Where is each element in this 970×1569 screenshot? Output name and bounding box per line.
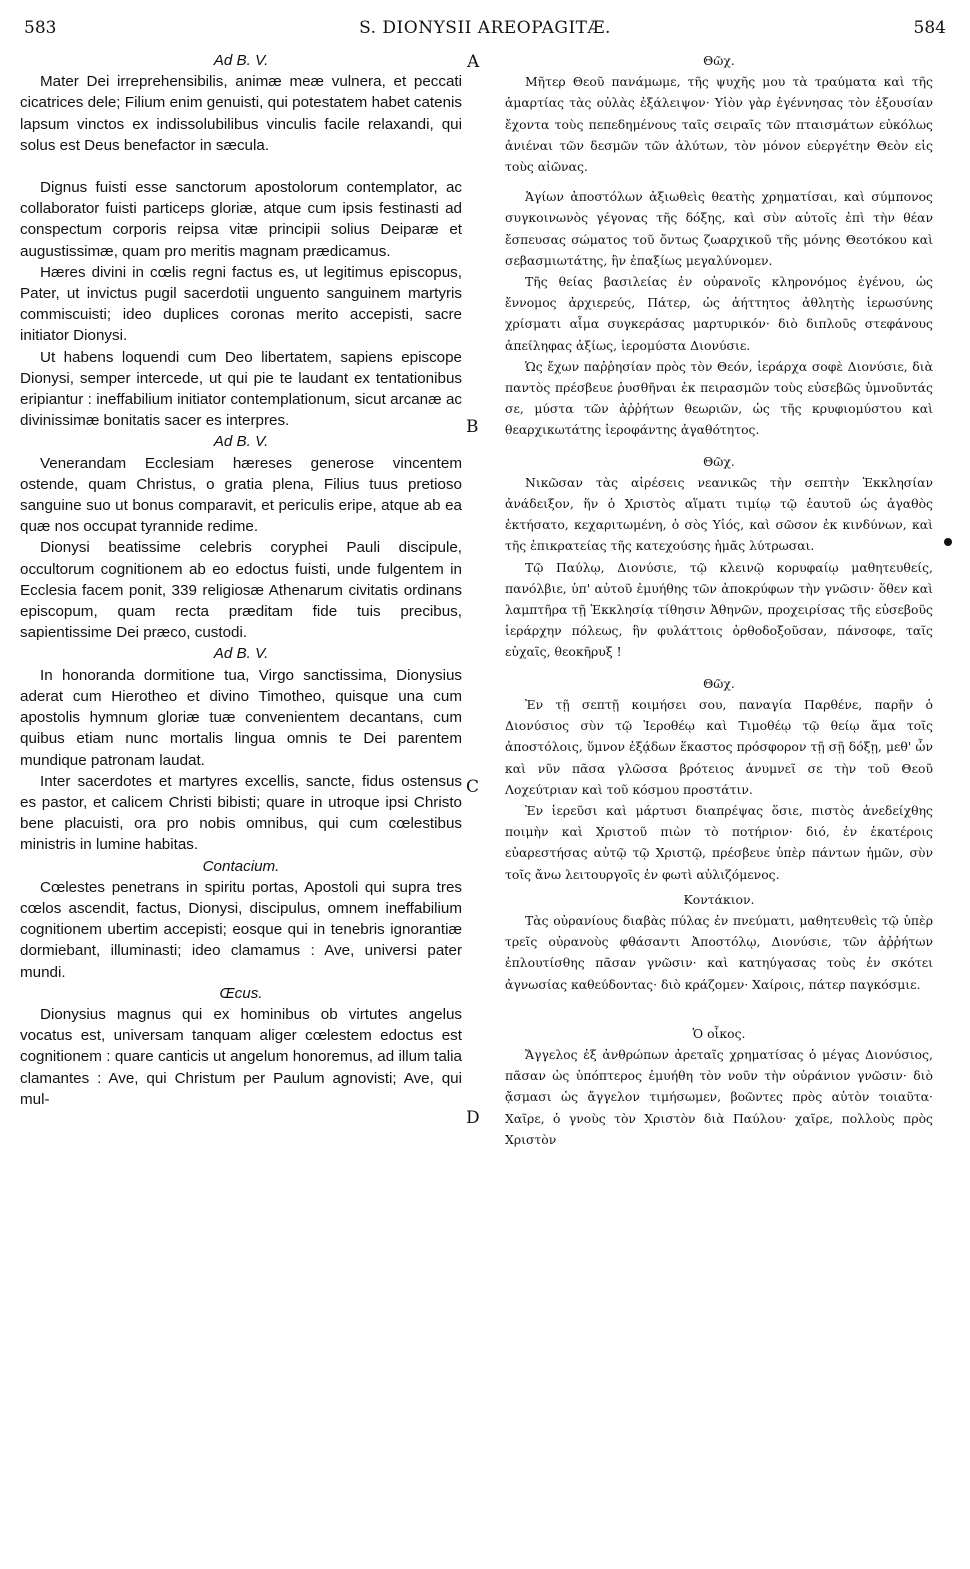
page-header	[24, 18, 946, 48]
latin-paragraph: Dignus fuisti esse sanctorum apostolorum contemplator, ac collaborator fuisti particeps gloriæ, atque cum ipsis festinasti ad conspectum corporis reipsa vitæ principii solius Deiparæ et augustissimæ, quam pro meritis magnam prædicamus.	[20, 179, 462, 260]
latin-paragraph: Inter sacerdotes et martyres excellis, sancte, fidus ostensus es pastor, et calicem Christi bibisti; quare in utroque ipsi Christo bene placuisti, ora pro nobis omnibus, qui cum cœlestibus ministris in lumine habitas.	[20, 772, 462, 854]
greek-section-heading: Κοντάκιον.	[683, 891, 755, 907]
latin-paragraph: Hæres divini in cœlis regni factus es, ut legitimus episcopus, Pater, ut invictus pugil sacerdotii unguento sanguinem martyris commiscuisti; ideo duplices coronas merito accepisti, sacre initiator Dionysi.	[20, 263, 462, 345]
greek-section-heading: Ὁ οἶκος.	[692, 1025, 746, 1041]
greek-paragraph: Μῆτερ Θεοῦ πανάμωμε, τῆς ψυχῆς μου τὰ τραύματα καὶ τῆς ἁμαρτίας τὰς οὐλὰς ἐξάλειψον· Υἱὸν γὰρ ἐγέννησας τὸν ἐξουσίαν ἔχοντα τοὺς πεπεδημένους ταῖς σειραῖς τῶν πταισμάτων εὐκόλως ἀνιέναι τῶν δεσμῶν τῶν ἀλύτων, τὸν μόνον εὐεργέτην Θεὸν εἰς τοὺς αἰῶνας.	[505, 74, 933, 175]
greek-paragraph: Ἄγγελος ἐξ ἀνθρώπων ἀρεταῖς χρηματίσας ὁ μέγας Διονύσιος, πᾶσαν ὡς ὑπόπτερος ἐμυήθη τὸν νοῦν τὴν οὐράνιον γνῶσιν· διὸ ᾄσμασι ὡς ἄγγελον τιμήσωμεν, βοῶντες πρὸς αὐτὸν τοιαῦτα· Χαῖρε, ὁ γνοὺς τὸν Χριστὸν διὰ Παύλου· χαῖρε, πολλοὺς πρὸς Χριστὸν	[505, 1046, 933, 1147]
greek-paragraph: Ὡς ἔχων παῤῥησίαν πρὸς τὸν Θεόν, ἱεράρχα σοφὲ Διονύσιε, διὰ παντὸς πρέσβευε ῥυσθῆναι ἐκ πειρασμῶν τοὺς εὐσεβῶς ὑμνοῦντάς σε, μύστα τῶν ἀῤῥήτων θεωριῶν, ὡς τῆς κρυφιομύστου καὶ θεαρχικωτάτης ἱεροφάντης ἀγαθότητος.	[505, 358, 933, 438]
latin-column	[20, 50, 462, 1110]
greek-paragraph: Ἁγίων ἀποστόλων ἀξιωθεὶς θεατὴς χρηματίσαι, καὶ σύμπονος συγκοινωνὸς γέγονας τῆς δόξης, καὶ σὺν αὐτοῖς ἐπὶ τὴν θέαν ἔσπευσας σώματος τοῦ ὄντως ζωαρχικοῦ τῆς μόνης Θεοτόκου καὶ σεβασμιωτάτης, ἣν ἐπαξίως μεγαλύνομεν.	[505, 189, 933, 268]
section-marker-d: D	[466, 1108, 480, 1128]
margin-dot-icon	[944, 538, 952, 546]
greek-column	[505, 50, 933, 1150]
page-number-right: 584	[913, 18, 946, 38]
latin-paragraph: Dionysius magnus qui ex hominibus ob virtutes angelus vocatus est, universam tanquam aliger cœlestem edoctus est cognitionem : quare canticis ut angelum honoremus, ad illum talia clamantes : Ave, qui Christum per Paulum agnovisti; Ave, qui mul-	[20, 1005, 462, 1108]
running-title: S. DIONYSII AREOPAGITÆ.	[359, 18, 611, 38]
section-marker-c: C	[466, 777, 480, 797]
greek-section-heading: Θῶχ.	[703, 675, 735, 691]
latin-section-heading: Ad B. V.	[213, 433, 269, 451]
greek-section-heading: Θῶχ.	[703, 453, 735, 469]
latin-paragraph: In honoranda dormitione tua, Virgo sanctissima, Dionysius aderat cum Hierotheo et divino Timotheo, quisque una cum apostolis hymnum gloriæ tuæ convenientem decantans, cum quibus etiam nunc mortalis lingua omnis te Dei parentem mundique patronam laudat.	[20, 666, 462, 769]
greek-paragraph: Νικῶσαν τὰς αἱρέσεις νεανικῶς τὴν σεπτὴν Ἐκκλησίαν ἀνάδειξον, ἥν ὁ Χριστὸς αἵματι τιμίῳ τῷ ἑαυτοῦ ὡς ἀγαθὸς ἐκτήσατο, κεχαριτωμένη, ὁ σὸς Υἱός, καὶ σῶσον ἐκ κινδύνων, καὶ τῆς ἐπικρατείας τῆς κατεχούσης ἡμᾶς λύτρωσαι.	[505, 474, 933, 554]
greek-section-heading: Θῶχ.	[703, 53, 735, 68]
latin-paragraph: Venerandam Ecclesiam hæreses generose vincentem ostende, quam Christus, o gratia plena, Filius tuus pretioso sanguine suo ut bonus comparavit, et periculis eripe, atque ab ea quæ nos occupat tyrannide redime.	[20, 454, 462, 536]
greek-paragraph: Τῆς θείας βασιλείας ἐν οὐρανοῖς κληρονόμος ἐγένου, ὡς ἔννομος ἀρχιερεύς, Πάτερ, ὡς ἀήττητος ἀθλητὴς ἱερωσύνης χρίσματι αἷμα συγκεράσας μαρτυρικόν· διὸ διπλοῦς στεφάνους ἀπείληφας ἀξίως, ἱερομύστα Διονύσιε.	[505, 274, 933, 353]
section-marker-b: B	[466, 417, 479, 437]
latin-section-heading: Contacium.	[202, 857, 280, 875]
latin-spacer	[20, 156, 462, 177]
greek-paragraph: Ἐν τῇ σεπτῇ κοιμήσει σου, παναγία Παρθένε, παρῆν ὁ Διονύσιος σὺν τῷ Ἱεροθέῳ καὶ Τιμοθέῳ τῷ θείῳ ἅμα τοῖς ἀποστόλοις, ὕμνον ἐξᾴδων ἕκαστος πρόσφορον τῇ σῇ δόξῃ, μεθ' ὧν καὶ νῦν πᾶσα γλῶσσα βρότειος ἀνυμνεῖ σε τὴν τοῦ Θεοῦ Λοχεύτριαν καὶ τοῦ κόσμου προστάτιν.	[505, 696, 933, 797]
page-number-left: 583	[24, 18, 57, 38]
latin-paragraph: Cœlestes penetrans in spiritu portas, Apostoli qui supra tres cœlos ascendit, factus, Dionysi, discipulus, omnem ineffabilium cognitionem ubertim accepisti; eosque qui in tenebris ignorantiæ dormiebant, illuminasti; ideo clamamus : Ave, universi pater mundi.	[20, 878, 462, 981]
greek-paragraph: Ἐν ἱερεῦσι καὶ μάρτυσι διαπρέψας ὅσιε, πιστὸς ἀνεδείχθης ποιμὴν καὶ Χριστοῦ πιὼν τὸ ποτήριον· διό, ἐν ἑκατέροις εὐαρεστήσας αὐτῷ τῷ Χριστῷ, πρέσβευε ὑπὲρ πάντων ἡμῶν, σὺν τοῖς ἄνω λειτουργοῖς ἐν φωτὶ αὐλιζόμενος.	[505, 802, 933, 882]
latin-section-heading: Ad B. V.	[213, 645, 269, 663]
greek-paragraph: Τὰς οὐρανίους διαβὰς πύλας ἐν πνεύματι, μαθητευθεὶς τῷ ὑπὲρ τρεῖς οὐρανοὺς φθάσαντι Ἀποστόλῳ, Διονύσιε, τῶν ἀῤῥήτων ἐπλουτίσθης πᾶσαν γνῶσιν· καὶ κατηύγασας τοὺς ἐν σκότει ἀγνωσίας καθεύδοντας· διὸ κράζομεν· Χαίροις, πάτερ παγκόσμιε.	[505, 912, 933, 992]
latin-section-heading: Œcus.	[219, 984, 263, 1002]
greek-paragraph: Τῷ Παύλῳ, Διονύσιε, τῷ κλεινῷ κορυφαίῳ μαθητευθείς, πανόλβιε, ὑπ' αὐτοῦ ἐμυήθης τῶν ἀποκρύφων τὴν γνῶσιν· ὅθεν καὶ λαμπτῆρα τῇ Ἐκκλησίᾳ τίθησιν Ἀθηνῶν, προχειρίσας τῆς εὐσεβοῦς ἱεράρχην πόλεως, ἣν φυλάττοις ὀρθοδοξοῦσαν, πάνσοφε, ταῖς εὐχαῖς, θεοκῆρυξ !	[505, 559, 933, 660]
latin-paragraph: Dionysi beatissime celebris coryphei Pauli discipule, occultorum cognitionem ab eo edoctus fuisti, unde fulgentem in Ecclesia facem ponit, 339 religiosæ Athenarum civitatis ordinans episcopum, quam recta præditam fide tuis precibus, sapientissime Dei præco, custodi.	[20, 539, 462, 642]
section-marker-a: A	[467, 52, 480, 72]
latin-paragraph: Mater Dei irreprehensibilis, animæ meæ vulnera, et peccati cicatrices dele; Filium enim genuisti, qui potestatem habet catenis lapsum vinctos ex indissolubilibus vinculis facile relaxandi, qui solus est Deus benefactor in sæcula.	[20, 73, 462, 154]
latin-paragraph: Ut habens loquendi cum Deo libertatem, sapiens episcope Dionysi, semper intercede, ut qui pie te laudant ex tentationibus eripiantur : ineffabilium initiator contemplationum, sicut arcanæ ac divinissimæ bonitatis sacer es interpres.	[20, 348, 462, 430]
latin-section-heading: Ad B. V.	[213, 52, 269, 69]
